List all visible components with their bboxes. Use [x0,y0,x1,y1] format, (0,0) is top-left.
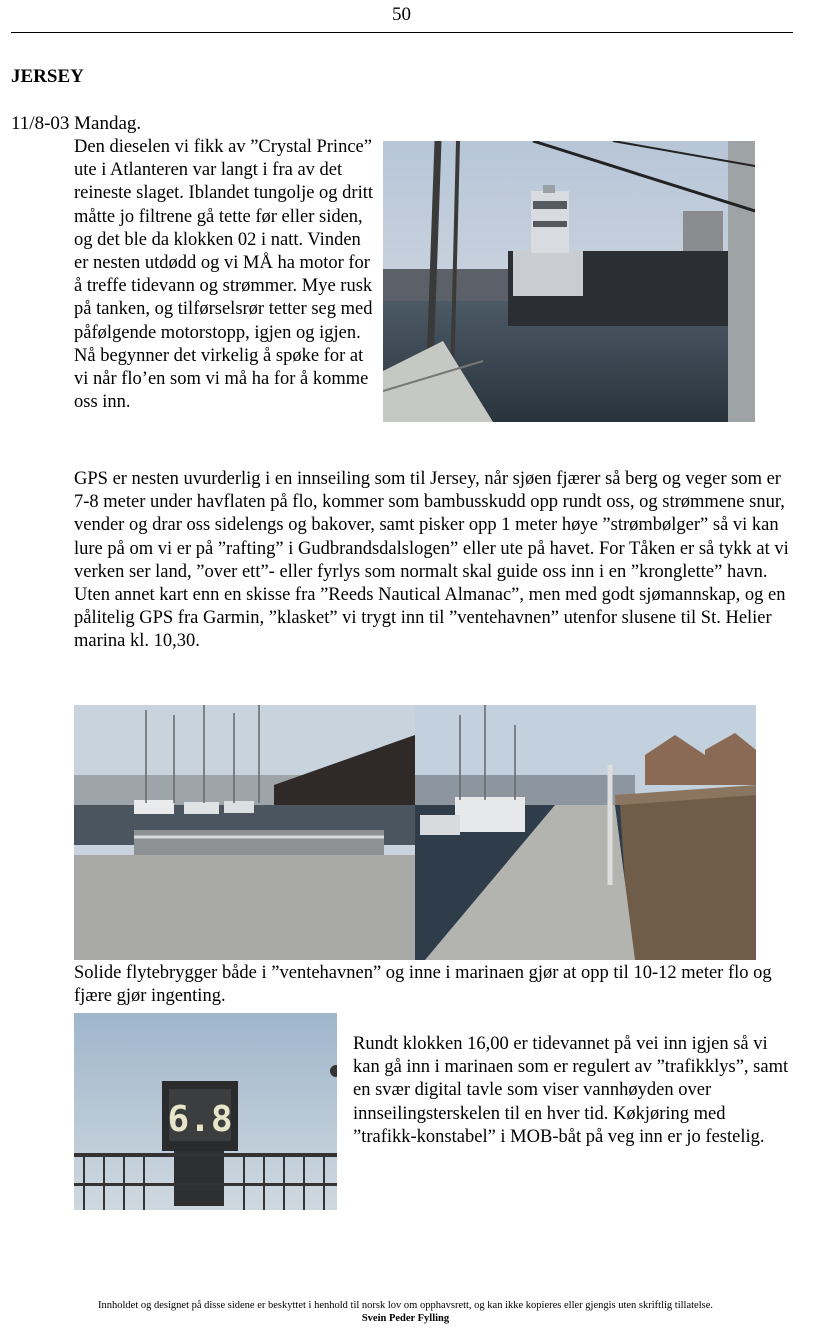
date-line: 11/8-03 Mandag. [11,113,142,134]
page-footer [0,1299,811,1325]
paragraph-arrival: Uten annet kart enn en skisse fra ”Reeds Nautical Almanac”, men med godt sjømannskap, og en pålitelig GPS fra Garmin, ”klasket” vi trygt inn til ”ventehavnen” utenfor slusene til St. Helier marina kl. 10,30. [74,585,786,652]
section-heading: JERSEY [11,66,84,87]
paragraph-gps-block [74,468,790,654]
photo-harbour-tower [383,141,755,422]
footer-author: Svein Peder Fylling [361,1313,450,1324]
tide-board-readout: 6.8 [167,1099,233,1140]
paragraph-tide: Rundt klokken 16,00 er tidevannet på vei inn igjen så vi kan gå inn i marinaen som er regulert av ”trafikklys”, samt en svær digital tavle som viser vannhøyden over innseilingsterskelen til en hver tid. Køkjøring med ”trafikk-konstabel” i MOB-båt på veg inn er jo festelig. [353,1034,789,1147]
header-rule [11,32,793,33]
paragraph-diesel: Den dieselen vi fikk av ”Crystal Prince” ute i Atlanteren var langt i fra av det reineste slaget. Iblandet tungolje og dritt måtte jo filtrene gå tette før eller siden, og det ble da klokken 02 i natt. Vinden er nesten utdødd og vi MÅ ha motor for å treffe tidevann og strømmer. Mye rusk på tanken, og tilførselsrør tetter seg med påfølgende motorstopp, igjen og igjen. Nå begynner det virkelig å spøke for at vi når flo’en som vi må ha for å komme oss inn. [74,137,373,413]
page-number: 50 [392,4,411,25]
photo-tide-board [74,1013,337,1210]
photo-caption: Solide flytebrygger både i ”ventehavnen” og inne i marinaen gjør at opp til 10-12 meter flo og fjære gjør ingenting. [74,963,772,1007]
paragraph-gps: GPS er nesten uvurderlig i en innseiling som til Jersey, når sjøen fjærer så berg og veger som er 7-8 meter under havflaten på flo, kommer som bambusskudd opp rundt oss, og strømmene snur, vender og drar oss sidelengs og bakover, samt pisker opp 1 meter høye ”strømbølger” så vi kan lure på om vi er på ”rafting” i Gudbrandsdalslogen” eller ute på havet. For Tåken er så tykk at vi verken ser land, ”over ett”- eller fyrlys som normalt skal guide oss inn i en ”kronglette” havn. [74,469,789,582]
photo-waiting-harbour [74,705,415,960]
footer-copyright: Innholdet og designet på disse sidene er beskyttet i henhold til norsk lov om opphavsrett, og kan ikke kopieres eller gjengis uten skriftlig tillatelse. [98,1300,713,1311]
photo-marina-pontoon [415,705,756,960]
